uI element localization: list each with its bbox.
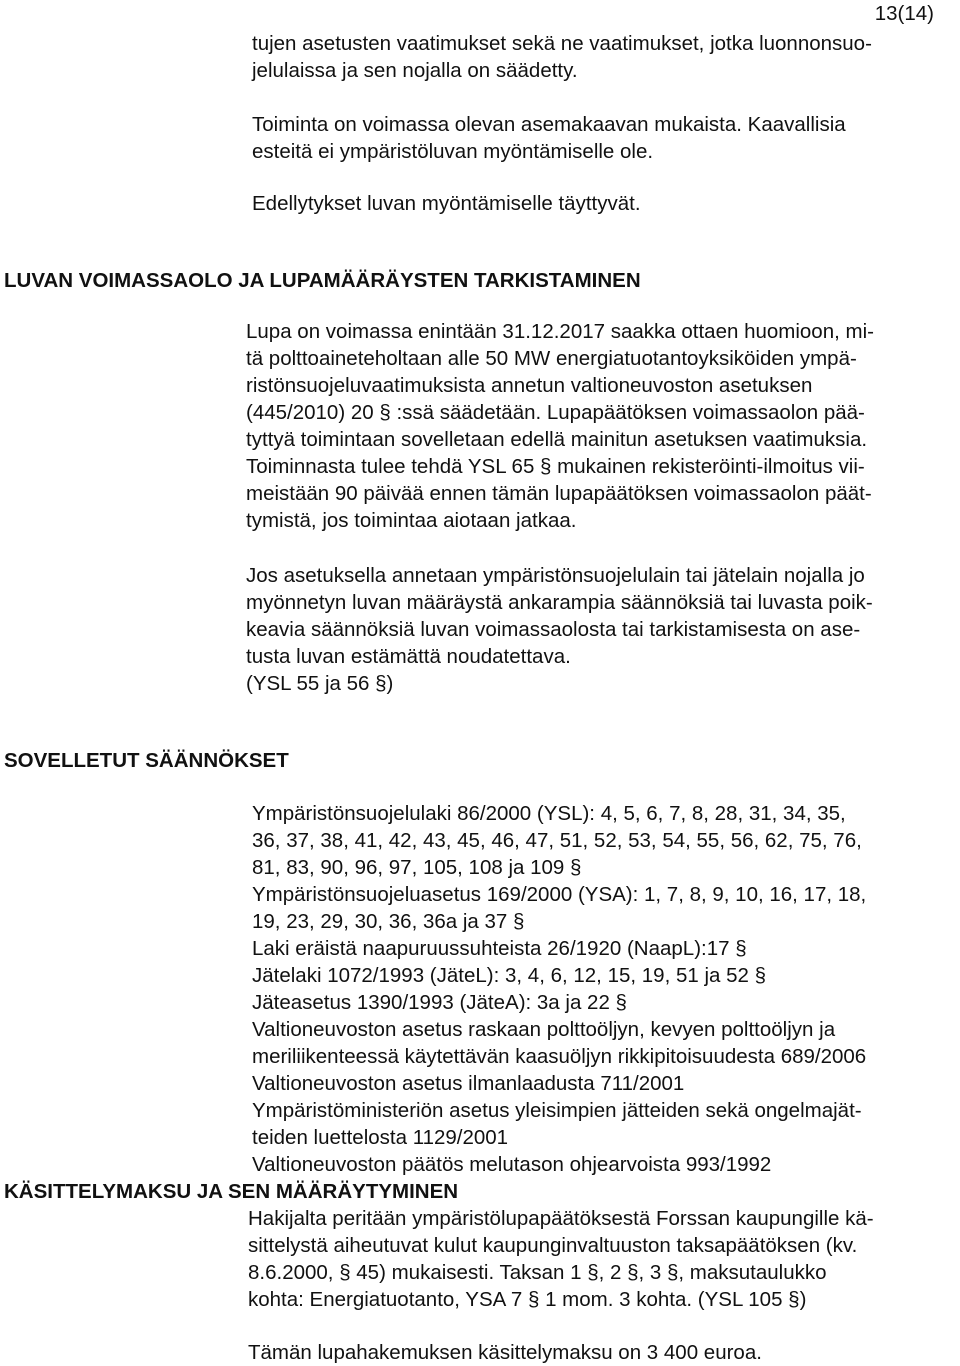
text-line: Valtioneuvoston päätös melutason ohjearvoista 993/1992 <box>252 1153 772 1176</box>
text-line: meistään 90 päivää ennen tämän lupapäätöksen voimassaolon päät- <box>246 482 872 505</box>
text-line: (YSL 55 ja 56 §) <box>246 672 394 695</box>
text-line: Jäteasetus 1390/1993 (JäteA): 3a ja 22 § <box>252 991 627 1014</box>
text-line: tä polttoaineteholtaan alle 50 MW energiatuotantoyksiköiden ympä- <box>246 347 857 370</box>
text-line: jelulaissa ja sen nojalla on säädetty. <box>252 59 578 82</box>
text-line: kohta: Energiatuotanto, YSA 7 § 1 mom. 3 kohta. (YSL 105 §) <box>248 1288 807 1311</box>
text-line: Tämän lupahakemuksen käsittelymaksu on 3 400 euroa. <box>248 1341 762 1364</box>
text-line: Jos asetuksella annetaan ympäristönsuojelulain tai jätelain nojalla jo <box>246 564 865 587</box>
text-line: tujen asetusten vaatimukset sekä ne vaatimukset, jotka luonnonsuo- <box>252 32 872 55</box>
section-heading-fee: KÄSITTELYMAKSU JA SEN MÄÄRÄYTYMINEN <box>4 1180 459 1203</box>
text-line: Ympäristönsuojeluasetus 169/2000 (YSA): 1, 7, 8, 9, 10, 16, 17, 18, <box>252 883 867 906</box>
text-line: Valtioneuvoston asetus raskaan polttoöljyn, kevyen polttoöljyn ja <box>252 1018 836 1041</box>
text-line: Valtioneuvoston asetus ilmanlaadusta 711/2001 <box>252 1072 685 1095</box>
text-line: esteitä ei ympäristöluvan myöntämiselle ole. <box>252 140 654 163</box>
text-line: 19, 23, 29, 30, 36, 36a ja 37 § <box>252 910 525 933</box>
text-line: 36, 37, 38, 41, 42, 43, 45, 46, 47, 51, 52, 53, 54, 55, 56, 62, 75, 76, <box>252 829 862 852</box>
text-line: sittelystä aiheutuvat kulut kaupunginvaltuuston taksapäätöksen (kv. <box>248 1234 858 1257</box>
text-line: Hakijalta peritään ympäristölupapäätöksestä Forssan kaupungille kä- <box>248 1207 874 1230</box>
text-line: tymistä, jos toimintaa aiotaan jatkaa. <box>246 509 577 532</box>
page-number: 13(14) <box>874 2 934 25</box>
text-line: tusta luvan estämättä noudatettava. <box>246 645 571 668</box>
text-line: myönnetyn luvan määräystä ankarampia säännöksiä tai luvasta poik- <box>246 591 873 614</box>
text-line: Edellytykset luvan myöntämiselle täyttyvät. <box>252 192 641 215</box>
text-line: meriliikenteessä käytettävän kaasuöljyn rikkipitoisuudesta 689/2006 <box>252 1045 867 1068</box>
section-heading-validity: LUVAN VOIMASSAOLO JA LUPAMÄÄRÄYSTEN TARKISTAMINEN <box>4 269 641 292</box>
text-line: ristönsuojeluvaatimuksista annetun valtioneuvoston asetuksen <box>246 374 813 397</box>
text-line: Lupa on voimassa enintään 31.12.2017 saakka ottaen huomioon, mi- <box>246 320 874 343</box>
text-line: 8.6.2000, § 45) mukaisesti. Taksan 1 §, 2 §, 3 §, maksutaulukko <box>248 1261 827 1284</box>
text-line: (445/2010) 20 § :ssä säädetään. Lupapäätöksen voimassaolon pää- <box>246 401 865 424</box>
text-line: Ympäristöministeriön asetus yleisimpien jätteiden sekä ongelmajät- <box>252 1099 862 1122</box>
text-line: Laki eräistä naapuruussuhteista 26/1920 (NaapL):17 § <box>252 937 747 960</box>
section-heading-rules: SOVELLETUT SÄÄNNÖKSET <box>4 749 289 772</box>
text-line: Toiminta on voimassa olevan asemakaavan mukaista. Kaavallisia <box>252 113 846 136</box>
text-line: tyttyä toimintaan sovelletaan edellä mainitun asetuksen vaatimuksia. <box>246 428 868 451</box>
text-line: Toiminnasta tulee tehdä YSL 65 § mukainen rekisteröinti-ilmoitus vii- <box>246 455 865 478</box>
text-line: teiden luettelosta 1129/2001 <box>252 1126 509 1149</box>
text-line: keavia säännöksiä luvan voimassaolosta tai tarkistamisesta on ase- <box>246 618 861 641</box>
text-line: 81, 83, 90, 96, 97, 105, 108 ja 109 § <box>252 856 582 879</box>
text-line: Ympäristönsuojelulaki 86/2000 (YSL): 4, 5, 6, 7, 8, 28, 31, 34, 35, <box>252 802 846 825</box>
text-line: Jätelaki 1072/1993 (JäteL): 3, 4, 6, 12, 15, 19, 51 ja 52 § <box>252 964 767 987</box>
